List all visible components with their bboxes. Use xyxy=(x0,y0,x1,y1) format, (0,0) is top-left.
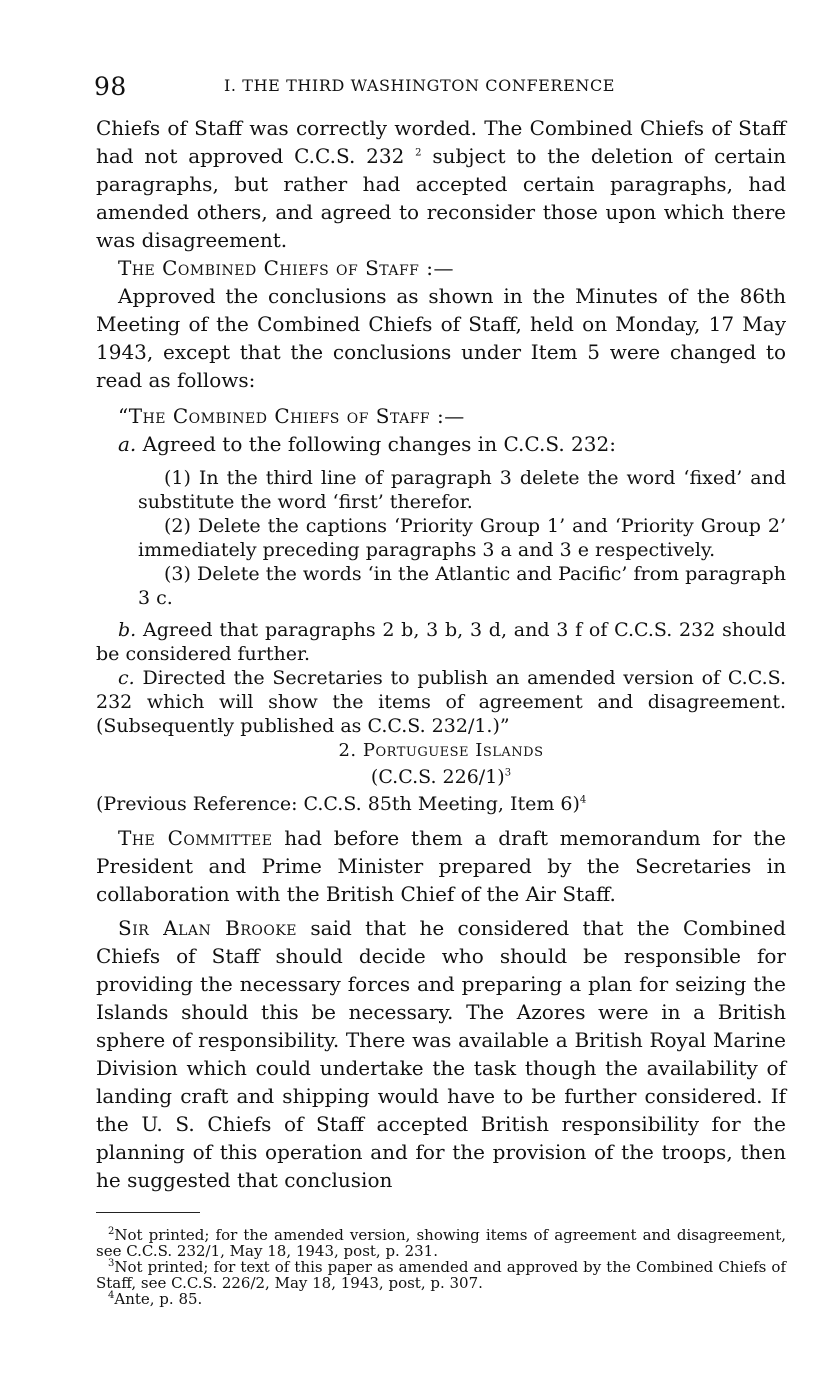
section-subtitle-text: (C.C.S. 226/1) xyxy=(370,766,505,788)
footnotes xyxy=(96,1227,786,1307)
page-header xyxy=(96,72,786,114)
opening-text: Chiefs of Staff was correctly worded. The Combined Chiefs of Staff had not approved C.C.S. 232 xyxy=(96,116,786,168)
footnote-mark: 2 xyxy=(108,1226,115,1237)
footnote-text: Ante, p. 85. xyxy=(114,1290,203,1308)
approved-paragraph: Approved the conclusions as shown in the Minutes of the 86th Meeting of the Combined Chiefs of Staff, held on Monday, 17 May 1943, except that the conclusions under Item 5 were changed to read as follows: xyxy=(96,284,786,392)
committee-text: had before them a draft memorandum for the President and Prime Minister prepared by the Secretaries in collaboration with the British Chief of the Air Staff. xyxy=(96,826,787,906)
footnote-divider xyxy=(96,1212,200,1213)
previous-reference-text: (Previous Reference: C.C.S. 85th Meeting, Item 6) xyxy=(96,793,580,815)
section-title: 2. Portuguese Islands xyxy=(338,740,544,761)
list-item-3: (3) Delete the words ‘in the Atlantic and Pacific’ from paragraph 3 c. xyxy=(138,563,786,609)
brooke-lead: Sir Alan Brooke xyxy=(118,916,298,940)
page-number: 98 xyxy=(94,72,127,101)
previous-reference xyxy=(96,790,786,818)
item-b-label: b. xyxy=(118,619,137,641)
item-c xyxy=(96,666,786,738)
quoted-conclusions xyxy=(96,402,786,738)
paragraph-opening xyxy=(96,114,786,254)
item-a-label: a. xyxy=(118,432,137,456)
footnote-3 xyxy=(96,1259,786,1291)
footnote-mark: 3 xyxy=(108,1258,115,1269)
footnote-mark: 4 xyxy=(108,1290,115,1301)
item-a-text: Agreed to the following changes in C.C.S. 232: xyxy=(142,432,616,456)
quote-heading: “The Combined Chiefs of Staff :— xyxy=(118,404,465,428)
item-b xyxy=(96,618,786,666)
list-item-1: (1) In the third line of paragraph 3 delete the word ‘fixed’ and substitute the word ‘first’ therefor. xyxy=(138,467,786,513)
footnote-ref-2: 2 xyxy=(415,147,422,159)
item-b-text: Agreed that paragraphs 2 b, 3 b, 3 d, and 3 f of C.C.S. 232 should be considered further. xyxy=(96,619,786,665)
footnote-4 xyxy=(96,1291,786,1307)
brooke-text: said that he considered that the Combined Chiefs of Staff should decide who should be responsible for providing the necessary forces and preparing a plan for seizing the Islands should this be necessary. The Azores were in a British sphere of responsibility. There was available a British Royal Marine Division which could undertake the task though the availability of landing craft and shipping would have to be further considered. If the U. S. Chiefs of Staff accepted British responsibility for the planning of this operation and for the provision of the troops, then he suggested that conclusion xyxy=(96,916,786,1192)
document-page xyxy=(96,72,786,1307)
footnote-text: Not printed; for the amended version, showing items of agreement and disagreement, see C.C.S. 232/1, May 18, 1943, post, p. 231. xyxy=(96,1226,786,1260)
body-text xyxy=(96,114,786,1194)
footnote-2 xyxy=(96,1227,786,1259)
item-c-text: Directed the Secretaries to publish an amended version of C.C.S. 232 which will show the items of agreement and disagreement. (Subsequently published as C.C.S. 232/1.)” xyxy=(96,667,786,737)
list-item-2: (2) Delete the captions ‘Priority Group 1’ and ‘Priority Group 2’ immediately preceding paragraphs 3 a and 3 e respectively. xyxy=(138,515,786,561)
footnote-ref-4: 4 xyxy=(579,794,587,806)
footnote-text: Not printed; for text of this paper as amended and approved by the Combined Chiefs of Staff, see C.C.S. 226/2, May 18, 1943, post, p. 307. xyxy=(96,1258,786,1292)
committee-lead: The Committee xyxy=(118,826,273,850)
running-head: I. THE THIRD WASHINGTON CONFERENCE xyxy=(224,76,616,95)
item-c-label: c. xyxy=(118,667,135,689)
committee-paragraph xyxy=(96,824,786,908)
ccs-heading: The Combined Chiefs of Staff :— xyxy=(118,256,454,280)
change-list xyxy=(138,466,786,610)
section-subtitle xyxy=(96,764,786,790)
brooke-paragraph xyxy=(96,914,786,1194)
footnote-ref-3: 3 xyxy=(504,767,512,779)
item-a xyxy=(96,430,786,458)
opening-text-rest: subject to the deletion of certain paragraphs, but rather had accepted certain paragraphs, had amended others, and agreed to reconsider those upon which there was disagreement. xyxy=(96,144,787,252)
